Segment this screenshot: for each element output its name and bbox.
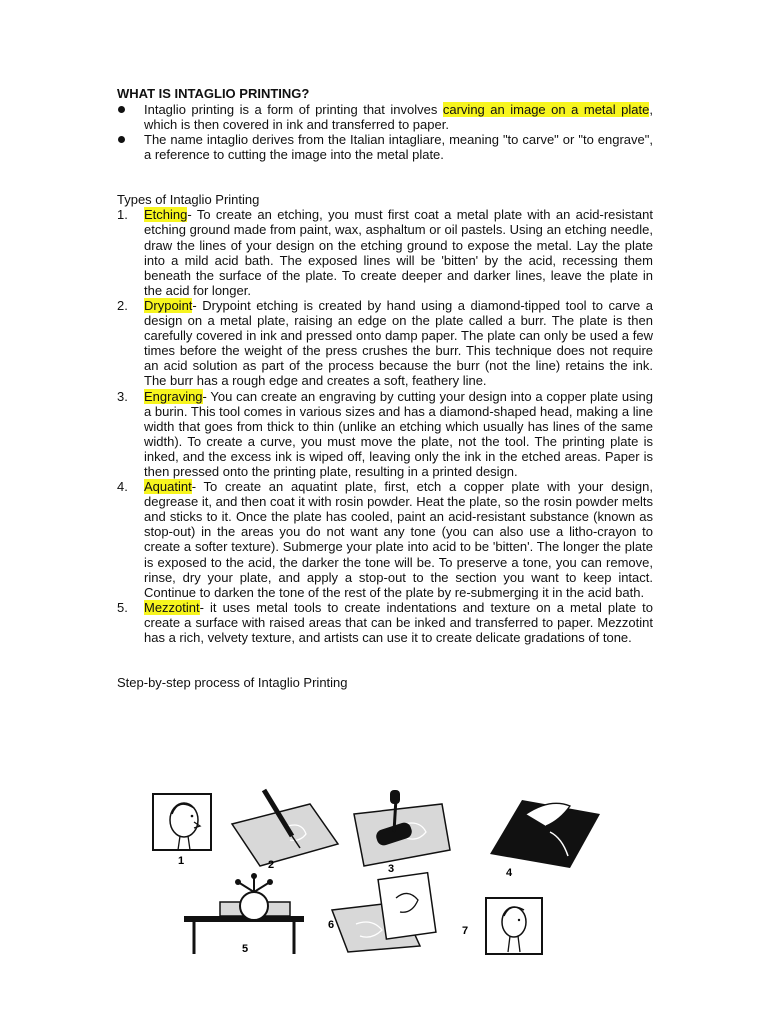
page-title: WHAT IS INTAGLIO PRINTING? xyxy=(117,86,310,101)
step-number: 5 xyxy=(242,943,249,955)
highlighted-phrase: carving an image on a metal plate xyxy=(442,102,650,117)
document-page xyxy=(117,86,653,690)
process-steps-svg xyxy=(150,784,620,956)
types-list xyxy=(117,207,653,645)
type-item: 5. Mezzotint- it uses metal tools to create indentations and texture on a metal plate to create a surface with raised areas that can be inked and transferred to paper. Mezzotint has a rich, velvety texture, and artists can use it to create delicate gradations of tone. xyxy=(117,599,653,645)
step-3-plate-roller xyxy=(354,790,450,866)
bullet-icon xyxy=(118,136,125,143)
bullet-item: The name intaglio derives from the Italian intagliare, meaning "to carve" or "to engrave", a reference to cutting the image into the metal plate. xyxy=(117,132,653,162)
step-1-head-sketch xyxy=(153,794,211,850)
intro-bullets xyxy=(117,102,653,162)
step-number: 4 xyxy=(506,867,513,879)
step-5-press xyxy=(184,873,304,954)
type-term: Aquatint xyxy=(144,479,192,495)
type-item: 1. Etching- To create an etching, you must first coat a metal plate with an acid-resistant etching ground made from paint, wax, asphaltum or oil pastels. Using an etching needle, draw the lines of your design on the etching ground to expose the metal. Lay the plate into a mild acid bath. The exposed lines will be 'bitten' by the acid, recessing them beneath the surface of the plate. To create deeper and darker lines, leave the plate in the acid for longer. xyxy=(117,207,653,298)
step-number: 7 xyxy=(462,925,469,937)
type-item: 4. Aquatint- To create an aquatint plate, first, etch a copper plate with your design, degrease it, and then coat it with rosin powder. Heat the plate, so the rosin powder melts and sticks to it. Once the plate has cooled, paint an acid-resistant substance (known as stop-out) in the areas you do not want any tone (you can also use a litho-crayon to create a softer texture). Submerge your plate into acid to be 'bitten'. The longer the plate is exposed to the acid, the darker the tone will be. To preserve a tone, you can remove, rinse, dry your plate, and apply a stop-out to the section you want to keep intact. Continue to darken the tone of the rest of the plate by re-submerging it in the acid bath. xyxy=(117,479,653,600)
type-item: 3. Engraving- You can create an engraving by cutting your design into a copper plate using a burin. This tool comes in various sizes and has a diamond-shaped head, making a line width that goes from thick to thin (unlike an etching which usually has lines of the same width). To create a curve, you must move the plate, not the tool. The printing plate is inked, and the excess ink is wiped off, leaving only the ink in the etched areas. Paper is then pressed onto the printing plate, resulting in a printed design. xyxy=(117,388,653,479)
step-number: 1 xyxy=(178,855,185,867)
step-number: 3 xyxy=(388,863,395,875)
step-number: 6 xyxy=(328,919,335,931)
step-2-plate-needle xyxy=(232,790,338,866)
step-6-plate-and-print xyxy=(332,873,436,952)
type-item: 2. Drypoint- Drypoint etching is created by hand using a diamond-tipped tool to carve a design on a metal plate, raising an edge on the plate called a burr. The plate is then carefully covered in ink and pressed onto damp paper. The plate can only be used a few times before the weight of the press crushes the burr. This technique does not require an acid solution as part of the process because the burr (not the line) retains the ink. The burr has a rough edge and creates a soft, feathery line. xyxy=(117,297,653,389)
step-7-final-print xyxy=(486,898,542,954)
process-heading: Step-by-step process of Intaglio Printing xyxy=(117,675,348,691)
type-term: Engraving xyxy=(144,388,203,404)
step-number: 2 xyxy=(268,859,275,871)
step-4-inked-plate xyxy=(490,800,600,868)
type-term: Mezzotint xyxy=(144,599,200,615)
process-illustration xyxy=(150,784,620,956)
type-term: Etching xyxy=(144,207,188,223)
bullet-icon xyxy=(118,106,125,113)
type-term: Drypoint xyxy=(144,297,193,313)
types-heading: Types of Intaglio Printing xyxy=(117,192,260,208)
bullet-item: Intaglio printing is a form of printing that involves carving an image on a metal plate, which is then covered in ink and transferred to paper. xyxy=(117,102,653,132)
